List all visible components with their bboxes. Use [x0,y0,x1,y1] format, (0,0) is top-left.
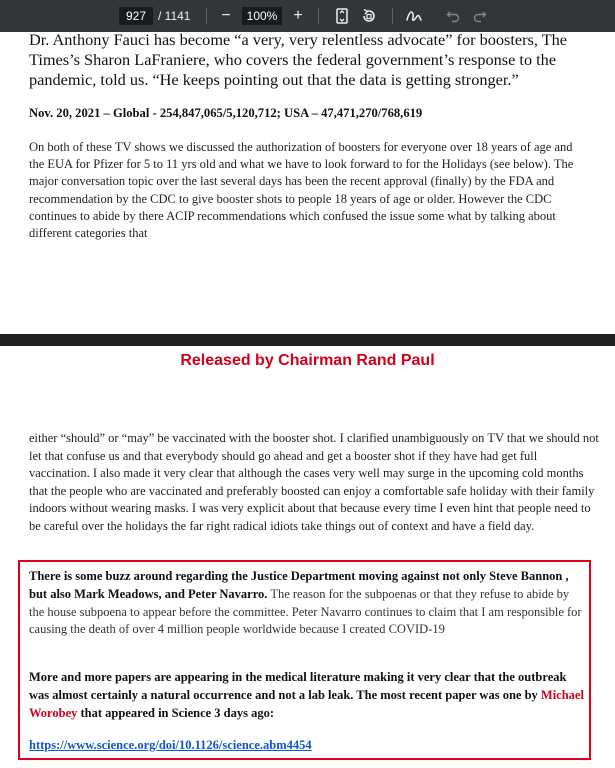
zoom-out-button[interactable]: − [221,7,231,24]
page-gap [0,334,615,346]
paragraph-text: that appeared in Science 3 days ago: [77,705,275,720]
date-heading: Nov. 20, 2021 – Global - 254,847,065/5,120,712; USA – 47,471,270/768,619 [29,106,423,120]
science-article-link[interactable]: https://www.science.org/doi/10.1126/science.abm4454 [29,738,312,752]
release-watermark: Released by Chairman Rand Paul [180,352,435,369]
pdf-toolbar [0,0,615,32]
document-page [0,32,615,334]
highlighted-paragraph [29,669,585,722]
paragraph-text: More and more papers are appearing in the medical literature making it very clear that the outbreak was almost certainly a natural occurrence and not a lab leak. The most recent paper was one by [29,670,567,702]
highlighted-paragraph [29,568,585,639]
author-name: Michael Worobey [29,687,584,720]
document-page [0,346,615,768]
toolbar-divider [206,8,207,24]
page-number-input[interactable]: 927 [119,7,153,25]
page-total-label: / 1141 [158,9,191,23]
toolbar-divider [392,8,393,24]
fit-page-icon[interactable] [332,6,352,26]
toolbar-divider [318,8,319,24]
bold-text: There is some buzz around regarding the Justice Department moving against not only Steve Bannon , but also Mark Meadows, and Peter Navarro. [29,569,569,601]
body-paragraph: On both of these TV shows we discussed the authorization of boosters for everyone over 18 years of age and the EUA for Pfizer for 5 to 11 yrs old and what we have to look forward to for the Holidays (see below). The major conversation topic over the last several days has been the recent approval (finally) by the FDA and recommendation by the CDC to give booster shots to people 18 years of age or older. However the CDC continues to abide by there ACIP recommendations which confused the issue some what by talking about different categories that [29,140,574,241]
body-paragraph: either “should” or “may” be vaccinated with the booster shot. I clarified unambiguously on TV that we should not let that confuse us and that everybody should go ahead and get a booster shot if they have had get full vaccination. I also made it very clear that although the cases very well may surge in the upcoming cold months that the people who are vaccinated and preferably boosted can enjoy a comfortable safe holiday with their family indoors without wearing masks. I was very explicit about that because every time I even hint that people need to be careful over the holidays the far right radical idiots take things out of context and have a field day. [29,431,599,533]
annotate-icon[interactable] [404,6,424,26]
zoom-in-button[interactable]: + [293,7,303,24]
top-paragraph: Dr. Anthony Fauci has become “a very, very relentless advocate” for boosters, The Times’s Sharon LaFraniere, who covers the federal government’s response to the pandemic, told us. “He keeps pointing out that the data is getting stronger.” [29,32,568,89]
redo-icon[interactable] [470,6,490,26]
zoom-level-input[interactable]: 100% [242,7,282,25]
undo-icon[interactable] [443,6,463,26]
rotate-icon[interactable] [359,6,379,26]
paragraph-text: The reason for the subpoenas or that they refuse to abide by the house subpoena to appear before the committee. Peter Navarro continues to claim that I am responsible for causing the death of over 4 million people worldwide because I created COVID-19 [29,586,582,637]
